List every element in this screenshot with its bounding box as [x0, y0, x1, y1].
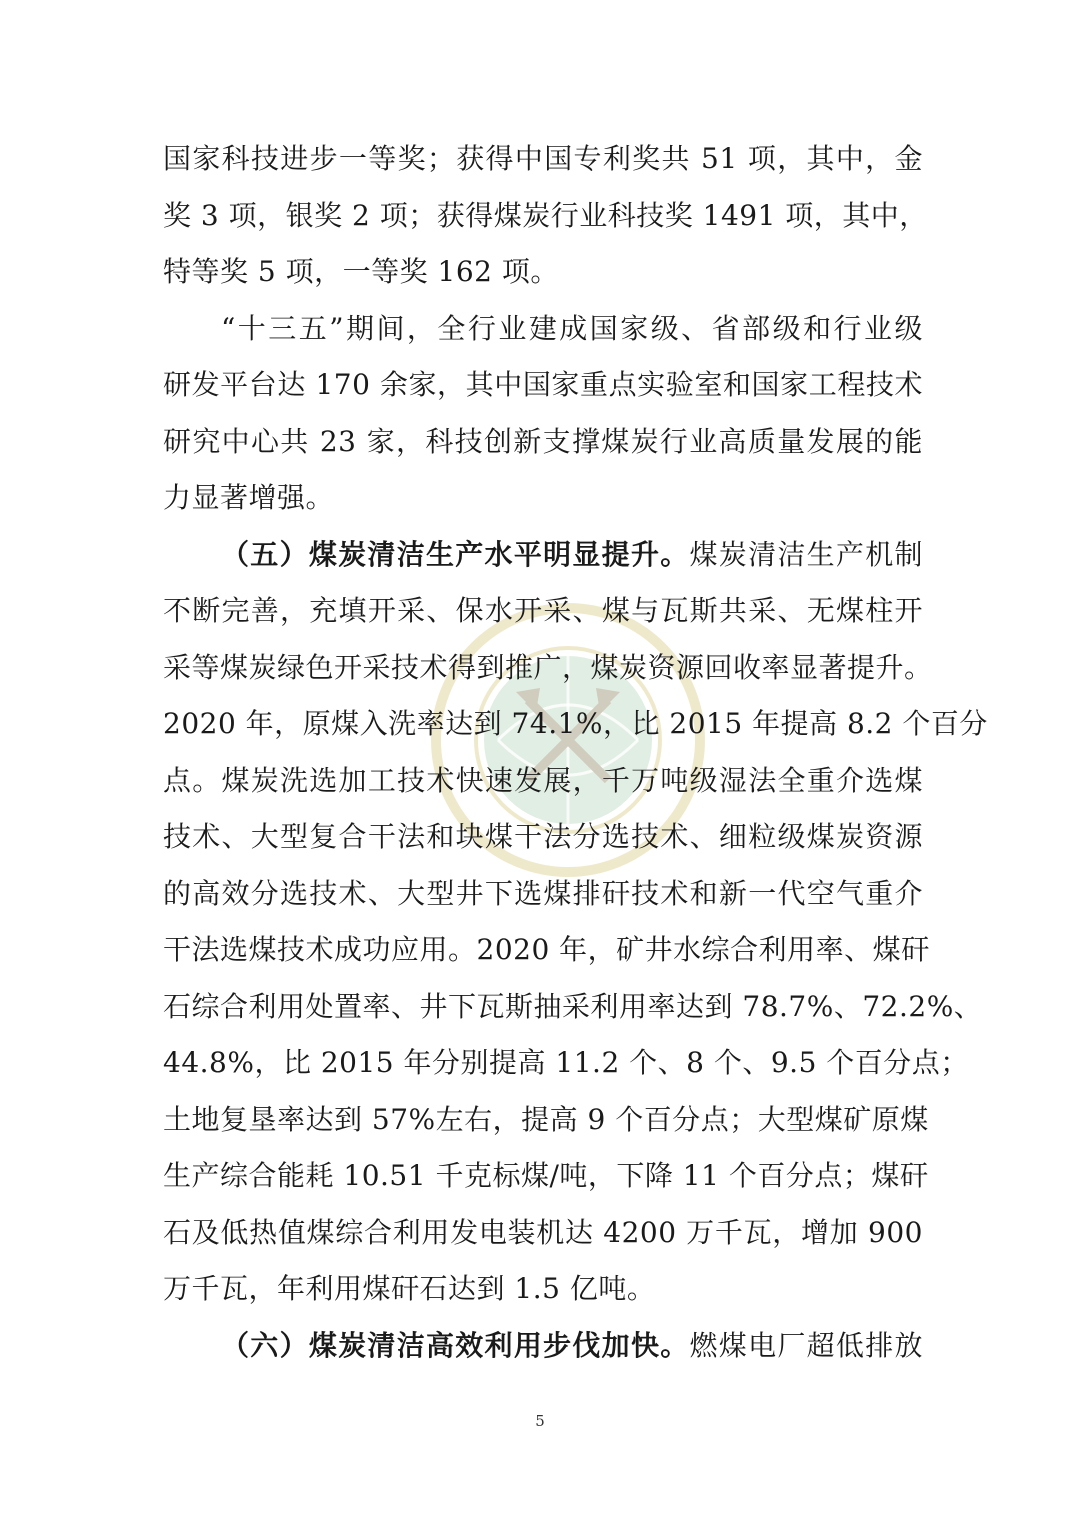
- text-line: 研发平台达 170 余家，其中国家重点实验室和国家工程技术: [163, 368, 923, 401]
- page-number: 5: [535, 1412, 545, 1430]
- text-line: 44.8%，比 2015 年分别提高 11.2 个、8 个、9.5 个百分点；: [163, 1046, 969, 1079]
- text-line: 国家科技进步一等奖；获得中国专利奖共 51 项，其中，金: [163, 142, 923, 175]
- text-line: 石及低热值煤综合利用发电装机达 4200 万千瓦，增加 900: [163, 1215, 923, 1249]
- text-line: 生产综合能耗 10.51 千克标煤/吨，下降 11 个百分点；煤矸: [163, 1159, 929, 1192]
- section-heading-line: [163, 527, 923, 584]
- text-line: 石综合利用处置率、井下瓦斯抽采利用率达到 78.7%、72.2%、: [163, 989, 983, 1023]
- section-heading: （六）煤炭清洁高效利用步伐加快。: [221, 1328, 690, 1362]
- text-line: “十三五”期间，全行业建成国家级、省部级和行业级: [221, 311, 923, 345]
- text-line: 的高效分选技术、大型井下选煤排矸技术和新一代空气重介: [163, 876, 923, 910]
- text-line: 研究中心共 23 家，科技创新支撑煤炭行业高质量发展的能: [163, 424, 923, 458]
- text-line: 特等奖 5 项，一等奖 162 项。: [163, 255, 559, 288]
- text-line: 采等煤炭绿色开采技术得到推广，煤炭资源回收率显著提升。: [163, 650, 933, 684]
- text-line: 2020 年，原煤入洗率达到 74.1%，比 2015 年提高 8.2 个百分: [163, 707, 988, 740]
- section-heading-rest: 煤炭清洁生产机制: [689, 537, 923, 571]
- section-heading: （五）煤炭清洁生产水平明显提升。: [221, 537, 690, 571]
- text-line: 奖 3 项，银奖 2 项；获得煤炭行业科技奖 1491 项，其中，: [163, 198, 928, 232]
- text-line: 不断完善，充填开采、保水开采、煤与瓦斯共采、无煤柱开: [163, 594, 923, 627]
- text-line: 力显著增强。: [163, 481, 335, 514]
- text-line: 土地复垦率达到 57%左右，提高 9 个百分点；大型煤矿原煤: [163, 1102, 929, 1136]
- text-line: 万千瓦，年利用煤矸石达到 1.5 亿吨。: [163, 1272, 656, 1305]
- section-heading-line: [163, 1318, 923, 1375]
- body-text: [163, 131, 988, 1374]
- text-line: 干法选煤技术成功应用。2020 年，矿井水综合利用率、煤矸: [163, 933, 930, 966]
- text-line: 技术、大型复合干法和块煤干法分选技术、细粒级煤炭资源: [163, 820, 923, 853]
- section-heading-rest: 燃煤电厂超低排放: [689, 1328, 923, 1362]
- text-line: 点。煤炭洗选加工技术快速发展，千万吨级湿法全重介选煤: [163, 763, 923, 797]
